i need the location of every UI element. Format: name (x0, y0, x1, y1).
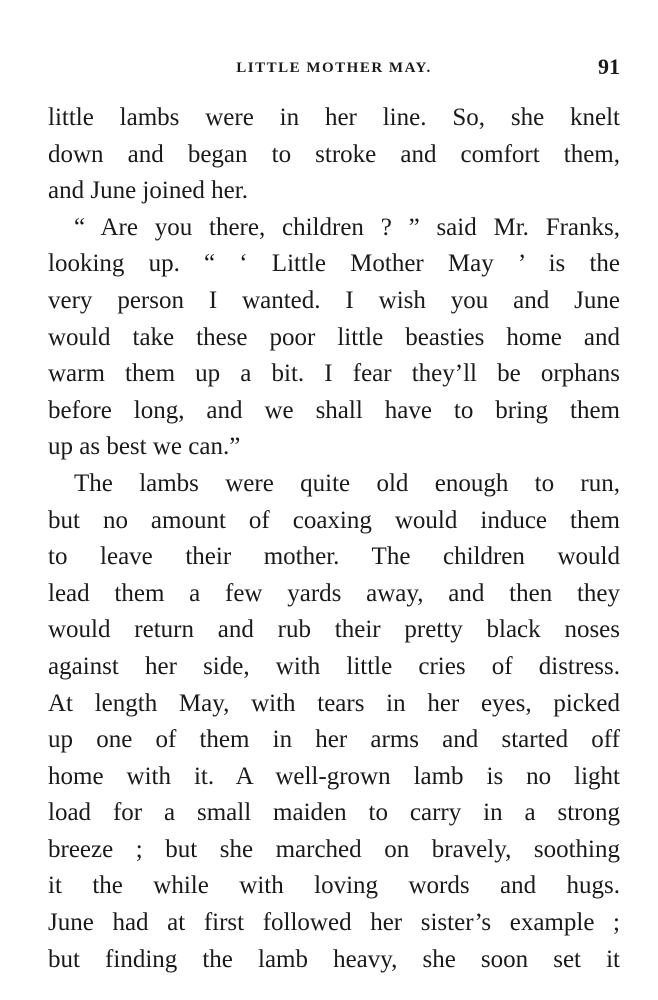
text-line: before long, and we shall have to bring them (48, 396, 620, 424)
text-line: but no amount of coaxing would induce them (48, 506, 620, 534)
text-line: At length May, with tears in her eyes, picked (48, 689, 620, 717)
text-line: would take these poor little beasties home and (48, 323, 620, 351)
text-line: The lambs were quite old enough to run, (74, 469, 620, 497)
text-line: up as best we can.” (48, 433, 241, 461)
text-line: to leave their mother. The children would (48, 543, 620, 571)
body-text (48, 100, 620, 978)
text-line: lead them a few yards away, and then they (48, 579, 620, 607)
text-line: breeze ; but she marched on bravely, soothing (48, 835, 620, 863)
text-line: but finding the lamb heavy, she soon set it (48, 945, 620, 973)
text-line: it the while with loving words and hugs. (48, 872, 620, 900)
page-number: 91 (598, 54, 620, 79)
text-line: looking up. “ ‘ Little Mother May ’ is the (48, 250, 620, 278)
text-line: down and began to stroke and comfort them, (48, 140, 620, 168)
text-line: “ Are you there, children ? ” said Mr. Franks, (74, 213, 620, 241)
text-line: warm them up a bit. I fear they’ll be orphans (48, 360, 620, 388)
text-line: up one of them in her arms and started off (48, 726, 620, 754)
running-title: LITTLE MOTHER MAY. (236, 60, 432, 76)
text-line: and June joined her. (48, 177, 248, 205)
running-head (48, 56, 620, 82)
text-line: against her side, with little cries of distress. (48, 652, 620, 680)
text-line: would return and rub their pretty black noses (48, 616, 620, 644)
text-line: little lambs were in her line. So, she knelt (48, 104, 620, 131)
text-line: load for a small maiden to carry in a strong (48, 799, 620, 827)
text-line: home with it. A well-grown lamb is no light (48, 762, 620, 790)
text-line: very person I wanted. I wish you and June (48, 286, 620, 314)
text-line: June had at first followed her sister’s example ; (48, 909, 620, 937)
